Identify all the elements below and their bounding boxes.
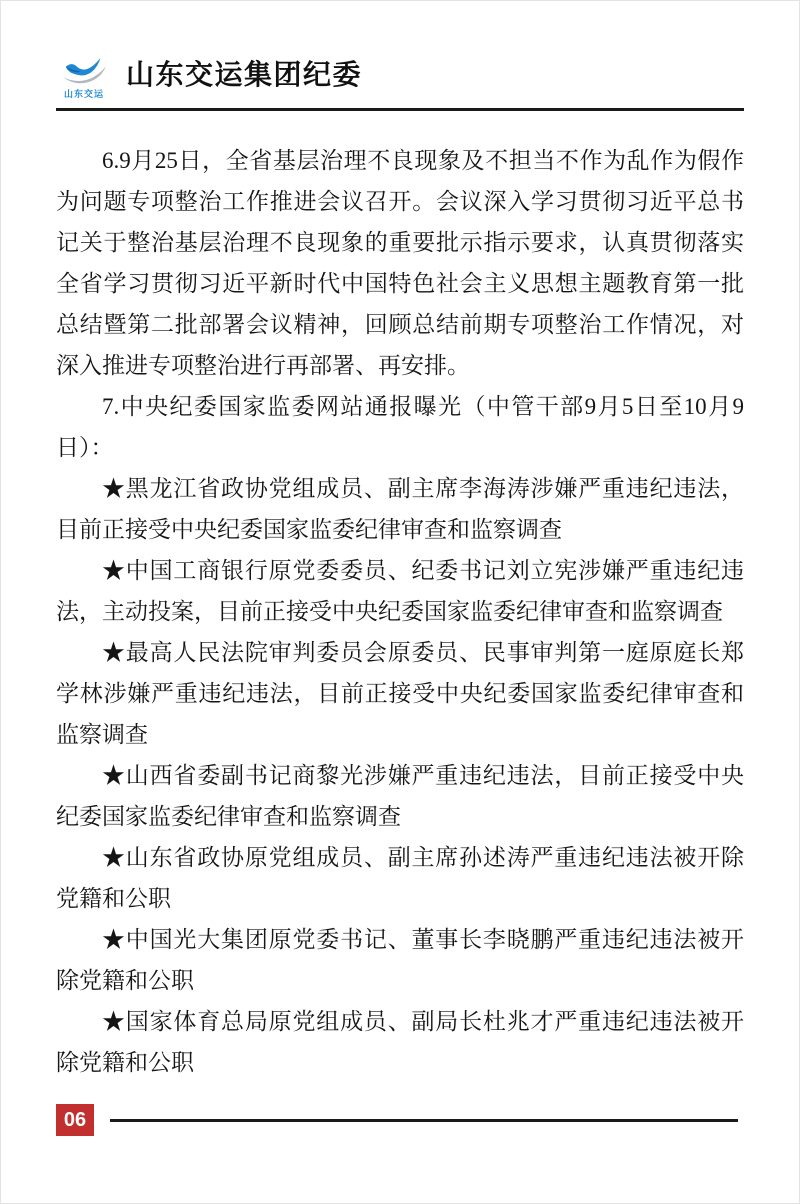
paragraph: ★国家体育总局原党组成员、副局长杜兆才严重违纪违法被开除党籍和公职 — [56, 1009, 744, 1075]
paragraph: ★山东省政协原党组成员、副主席孙述涛严重违纪违法被开除党籍和公职 — [56, 845, 744, 911]
logo-text: 山东交运 — [63, 89, 104, 99]
page-title: 山东交运集团纪委 — [126, 58, 363, 90]
bird-swoosh-icon — [58, 53, 110, 89]
footer — [56, 1104, 738, 1136]
paragraph: ★黑龙江省政协党组成员、副主席李海涛涉嫌严重违纪违法，目前正接受中央纪委国家监委纪律审查和监察调查 — [56, 476, 744, 542]
paragraph: 7.中央纪委国家监委网站通报曝光（中管干部9月5日至10月9日）： — [56, 394, 744, 460]
company-logo — [56, 53, 112, 100]
footer-rule — [110, 1119, 738, 1122]
header — [56, 53, 744, 111]
paragraph: 6.9月25日，全省基层治理不良现象及不担当不作为乱作为假作为问题专项整治工作推进会议召开。会议深入学习贯彻习近平总书记关于整治基层治理不良现象的重要批示指示要求，认真贯彻落实全省学习贯彻习近平新时代中国特色社会主义思想主题教育第一批总结暨第二批部署会议精神，回顾总结前期专项整治工作情况，对深入推进专项整治进行再部署、再安排。 — [56, 148, 744, 378]
paragraph: ★中国工商银行原党委委员、纪委书记刘立宪涉嫌严重违纪违法，主动投案，目前正接受中央纪委国家监委纪律审查和监察调查 — [56, 558, 744, 624]
paragraph: ★最高人民法院审判委员会原委员、民事审判第一庭原庭长郑学林涉嫌严重违纪违法，目前正接受中央纪委国家监委纪律审查和监察调查 — [56, 640, 744, 747]
paragraph: ★中国光大集团原党委书记、董事长李晓鹏严重违纪违法被开除党籍和公职 — [56, 927, 744, 993]
paragraph: ★山西省委副书记商黎光涉嫌严重违纪违法，目前正接受中央纪委国家监委纪律审查和监察调查 — [56, 763, 744, 829]
document-body — [56, 140, 744, 1083]
page-number-badge: 06 — [56, 1104, 94, 1136]
